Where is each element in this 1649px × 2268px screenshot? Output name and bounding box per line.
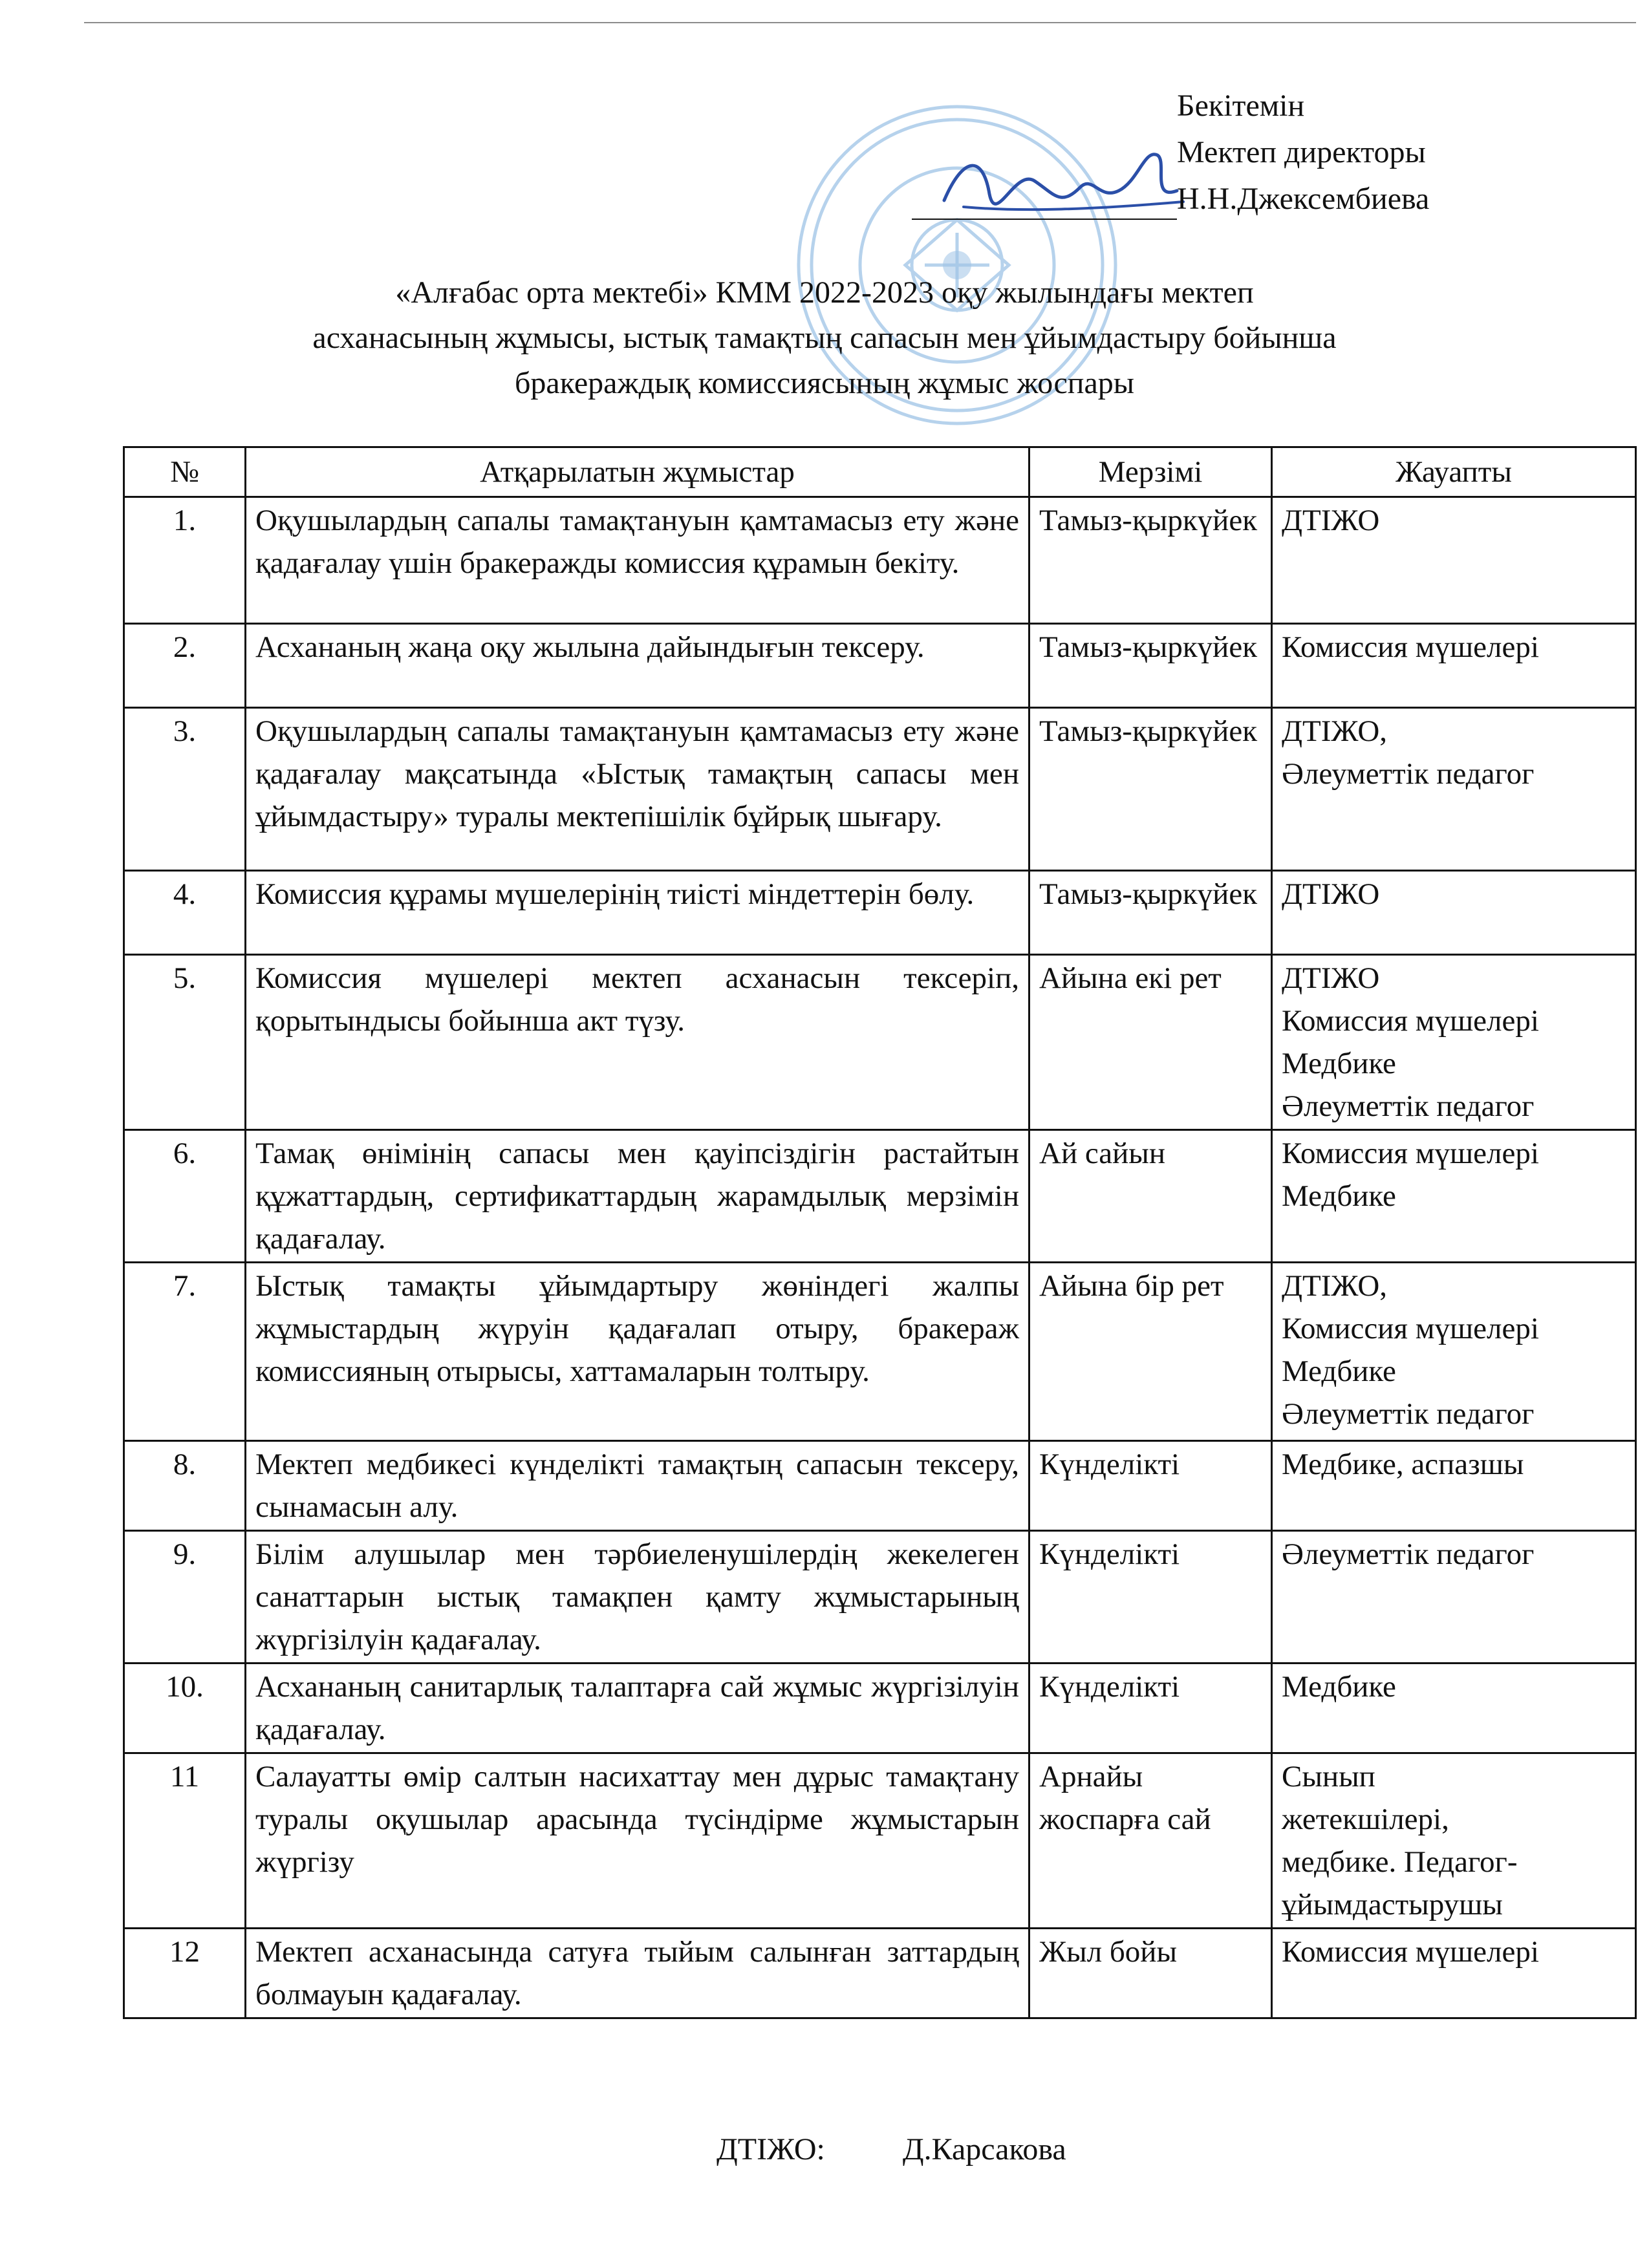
row-term: Тамыз-қыркүйек (1029, 624, 1272, 708)
row-work: Асхананың санитарлық талаптарға сай жұмыс жүргізілуін қадағалау. (246, 1664, 1029, 1753)
row-term: Тамыз-қыркүйек (1029, 708, 1272, 871)
table-row (124, 1664, 1636, 1753)
table-row (124, 708, 1636, 871)
responsible-line: Комиссия мүшелері (1282, 1004, 1539, 1038)
header-work: Атқарылатын жұмыстар (246, 447, 1029, 497)
row-term: Арнайы жоспарға сай (1029, 1753, 1272, 1929)
table-row (124, 1929, 1636, 2018)
row-responsible (1272, 708, 1636, 871)
row-responsible (1272, 1441, 1636, 1531)
approval-line-director-name: Н.Н.Джексембиева (1177, 182, 1430, 216)
row-work: Оқушылардың сапалы тамақтануын қамтамасыз ету және қадағалау мақсатында «Ыстық тамақтың сапасы мен ұйымдастыру» туралы мектепішілік бұйрық шығару. (246, 708, 1029, 871)
row-responsible (1272, 1263, 1636, 1441)
title-line-3: бракераждық комиссиясының жұмыс жоспары (514, 366, 1134, 400)
row-work: Комиссия құрамы мүшелерінің тиісті міндеттерін бөлу. (246, 871, 1029, 955)
responsible-line: ұйымдастырушы (1282, 1888, 1503, 1921)
responsible-line: Комиссия мүшелері (1282, 1935, 1539, 1969)
row-responsible (1272, 1664, 1636, 1753)
row-term: Жыл бойы (1029, 1929, 1272, 2018)
signature-line (912, 219, 1177, 220)
row-term: Күнделікті (1029, 1664, 1272, 1753)
row-term: Тамыз-қыркүйек (1029, 497, 1272, 624)
row-term: Тамыз-қыркүйек (1029, 871, 1272, 955)
responsible-line: ДТІЖО (1282, 504, 1380, 537)
row-work: Салауатты өмір салтын насихаттау мен дұрыс тамақтану туралы оқушылар арасында түсіндірме жұмыстарын жүргізу (246, 1753, 1029, 1929)
title-line-1: «Алғабас орта мектебі» КММ 2022-2023 оқу жылындағы мектеп (395, 275, 1254, 310)
row-work: Комиссия мүшелері мектеп асханасын тексеріп, қорытындысы бойынша акт түзу. (246, 955, 1029, 1130)
responsible-line: ДТІЖО, (1282, 1269, 1388, 1303)
approval-block (1177, 83, 1429, 222)
responsible-line: Сынып (1282, 1760, 1375, 1793)
footer-role: ДТІЖО: (717, 2132, 825, 2166)
responsible-line: Комиссия мүшелері (1282, 1137, 1539, 1170)
director-signature (925, 129, 1196, 233)
row-number: 2. (124, 624, 246, 708)
table-row (124, 1753, 1636, 1929)
row-number: 12 (124, 1929, 246, 2018)
row-work: Мектеп асханасында сатуға тыйым салынған заттардың болмауын қадағалау. (246, 1929, 1029, 2018)
row-work: Білім алушылар мен тәрбиеленушілердің жекелеген санаттарын ыстық тамақпен қамту жұмыстарының жүргізілуін қадағалау. (246, 1531, 1029, 1664)
row-responsible (1272, 497, 1636, 624)
table-row (124, 871, 1636, 955)
row-responsible (1272, 1130, 1636, 1263)
row-responsible (1272, 955, 1636, 1130)
row-responsible (1272, 871, 1636, 955)
row-number: 4. (124, 871, 246, 955)
row-work: Тамақ өнімінің сапасы мен қауіпсіздігін растайтын құжаттардың, сертификаттардың жарамдылық мерзімін қадағалау. (246, 1130, 1029, 1263)
responsible-line: Медбике, аспазшы (1282, 1448, 1524, 1481)
responsible-line: Комиссия мүшелері (1282, 630, 1539, 664)
responsible-line: ДТІЖО (1282, 877, 1380, 911)
row-work: Ыстық тамақты ұйымдартыру жөніндегі жалпы жұмыстардың жүруін қадағалап отыру, бракераж комиссияның отырысы, хаттамаларын толтыру. (246, 1263, 1029, 1441)
table-row (124, 497, 1636, 624)
responsible-line: ДТІЖО, (1282, 714, 1388, 748)
top-rule (84, 22, 1636, 23)
row-number: 3. (124, 708, 246, 871)
responsible-line: жетекшілері, (1282, 1803, 1449, 1836)
row-term: Айына екі рет (1029, 955, 1272, 1130)
row-responsible (1272, 1753, 1636, 1929)
table-row (124, 1441, 1636, 1531)
row-term: Айына бір рет (1029, 1263, 1272, 1441)
table-body (124, 497, 1636, 2018)
row-number: 9. (124, 1531, 246, 1664)
responsible-line: Әлеуметтік педагог (1282, 1089, 1535, 1123)
work-plan-table (123, 446, 1637, 2019)
document-title (129, 270, 1520, 406)
row-number: 11 (124, 1753, 246, 1929)
approval-line-approve: Бекітемін (1177, 89, 1305, 123)
row-number: 6. (124, 1130, 246, 1263)
row-number: 10. (124, 1664, 246, 1753)
footer-name: Д.Карсакова (902, 2132, 1066, 2166)
responsible-line: Медбике (1282, 1047, 1396, 1080)
row-term: Күнделікті (1029, 1441, 1272, 1531)
responsible-line: Медбике (1282, 1670, 1396, 1704)
row-term: Ай сайын (1029, 1130, 1272, 1263)
row-responsible (1272, 1929, 1636, 2018)
row-responsible (1272, 624, 1636, 708)
table-header-row (124, 447, 1636, 497)
responsible-line: Әлеуметтік педагог (1282, 757, 1535, 791)
row-number: 5. (124, 955, 246, 1130)
responsible-line: Медбике (1282, 1354, 1396, 1388)
responsible-line: Комиссия мүшелері (1282, 1312, 1539, 1345)
table-row (124, 955, 1636, 1130)
footer-signature (717, 2127, 1066, 2172)
responsible-line: Әлеуметтік педагог (1282, 1397, 1535, 1431)
header-term: Мерзімі (1029, 447, 1272, 497)
row-number: 8. (124, 1441, 246, 1531)
row-work: Асхананың жаңа оқу жылына дайындығын тексеру. (246, 624, 1029, 708)
responsible-line: Медбике (1282, 1179, 1396, 1213)
responsible-line: Әлеуметтік педагог (1282, 1537, 1535, 1571)
table-row (124, 624, 1636, 708)
table-row (124, 1531, 1636, 1664)
responsible-line: ДТІЖО (1282, 961, 1380, 995)
table-row (124, 1130, 1636, 1263)
row-number: 1. (124, 497, 246, 624)
responsible-line: медбике. Педагог- (1282, 1845, 1518, 1879)
table-row (124, 1263, 1636, 1441)
row-responsible (1272, 1531, 1636, 1664)
approval-line-position: Мектеп директоры (1177, 135, 1426, 169)
row-work: Оқушылардың сапалы тамақтануын қамтамасыз ету және қадағалау үшін бракеражды комиссия құрамын бекіту. (246, 497, 1029, 624)
title-line-2: асханасының жұмысы, ыстық тамақтың сапасын мен ұйымдастыру бойынша (312, 321, 1337, 355)
header-responsible: Жауапты (1272, 447, 1636, 497)
row-work: Мектеп медбикесі күнделікті тамақтың сапасын тексеру, сынамасын алу. (246, 1441, 1029, 1531)
row-term: Күнделікті (1029, 1531, 1272, 1664)
header-number: № (124, 447, 246, 497)
row-number: 7. (124, 1263, 246, 1441)
